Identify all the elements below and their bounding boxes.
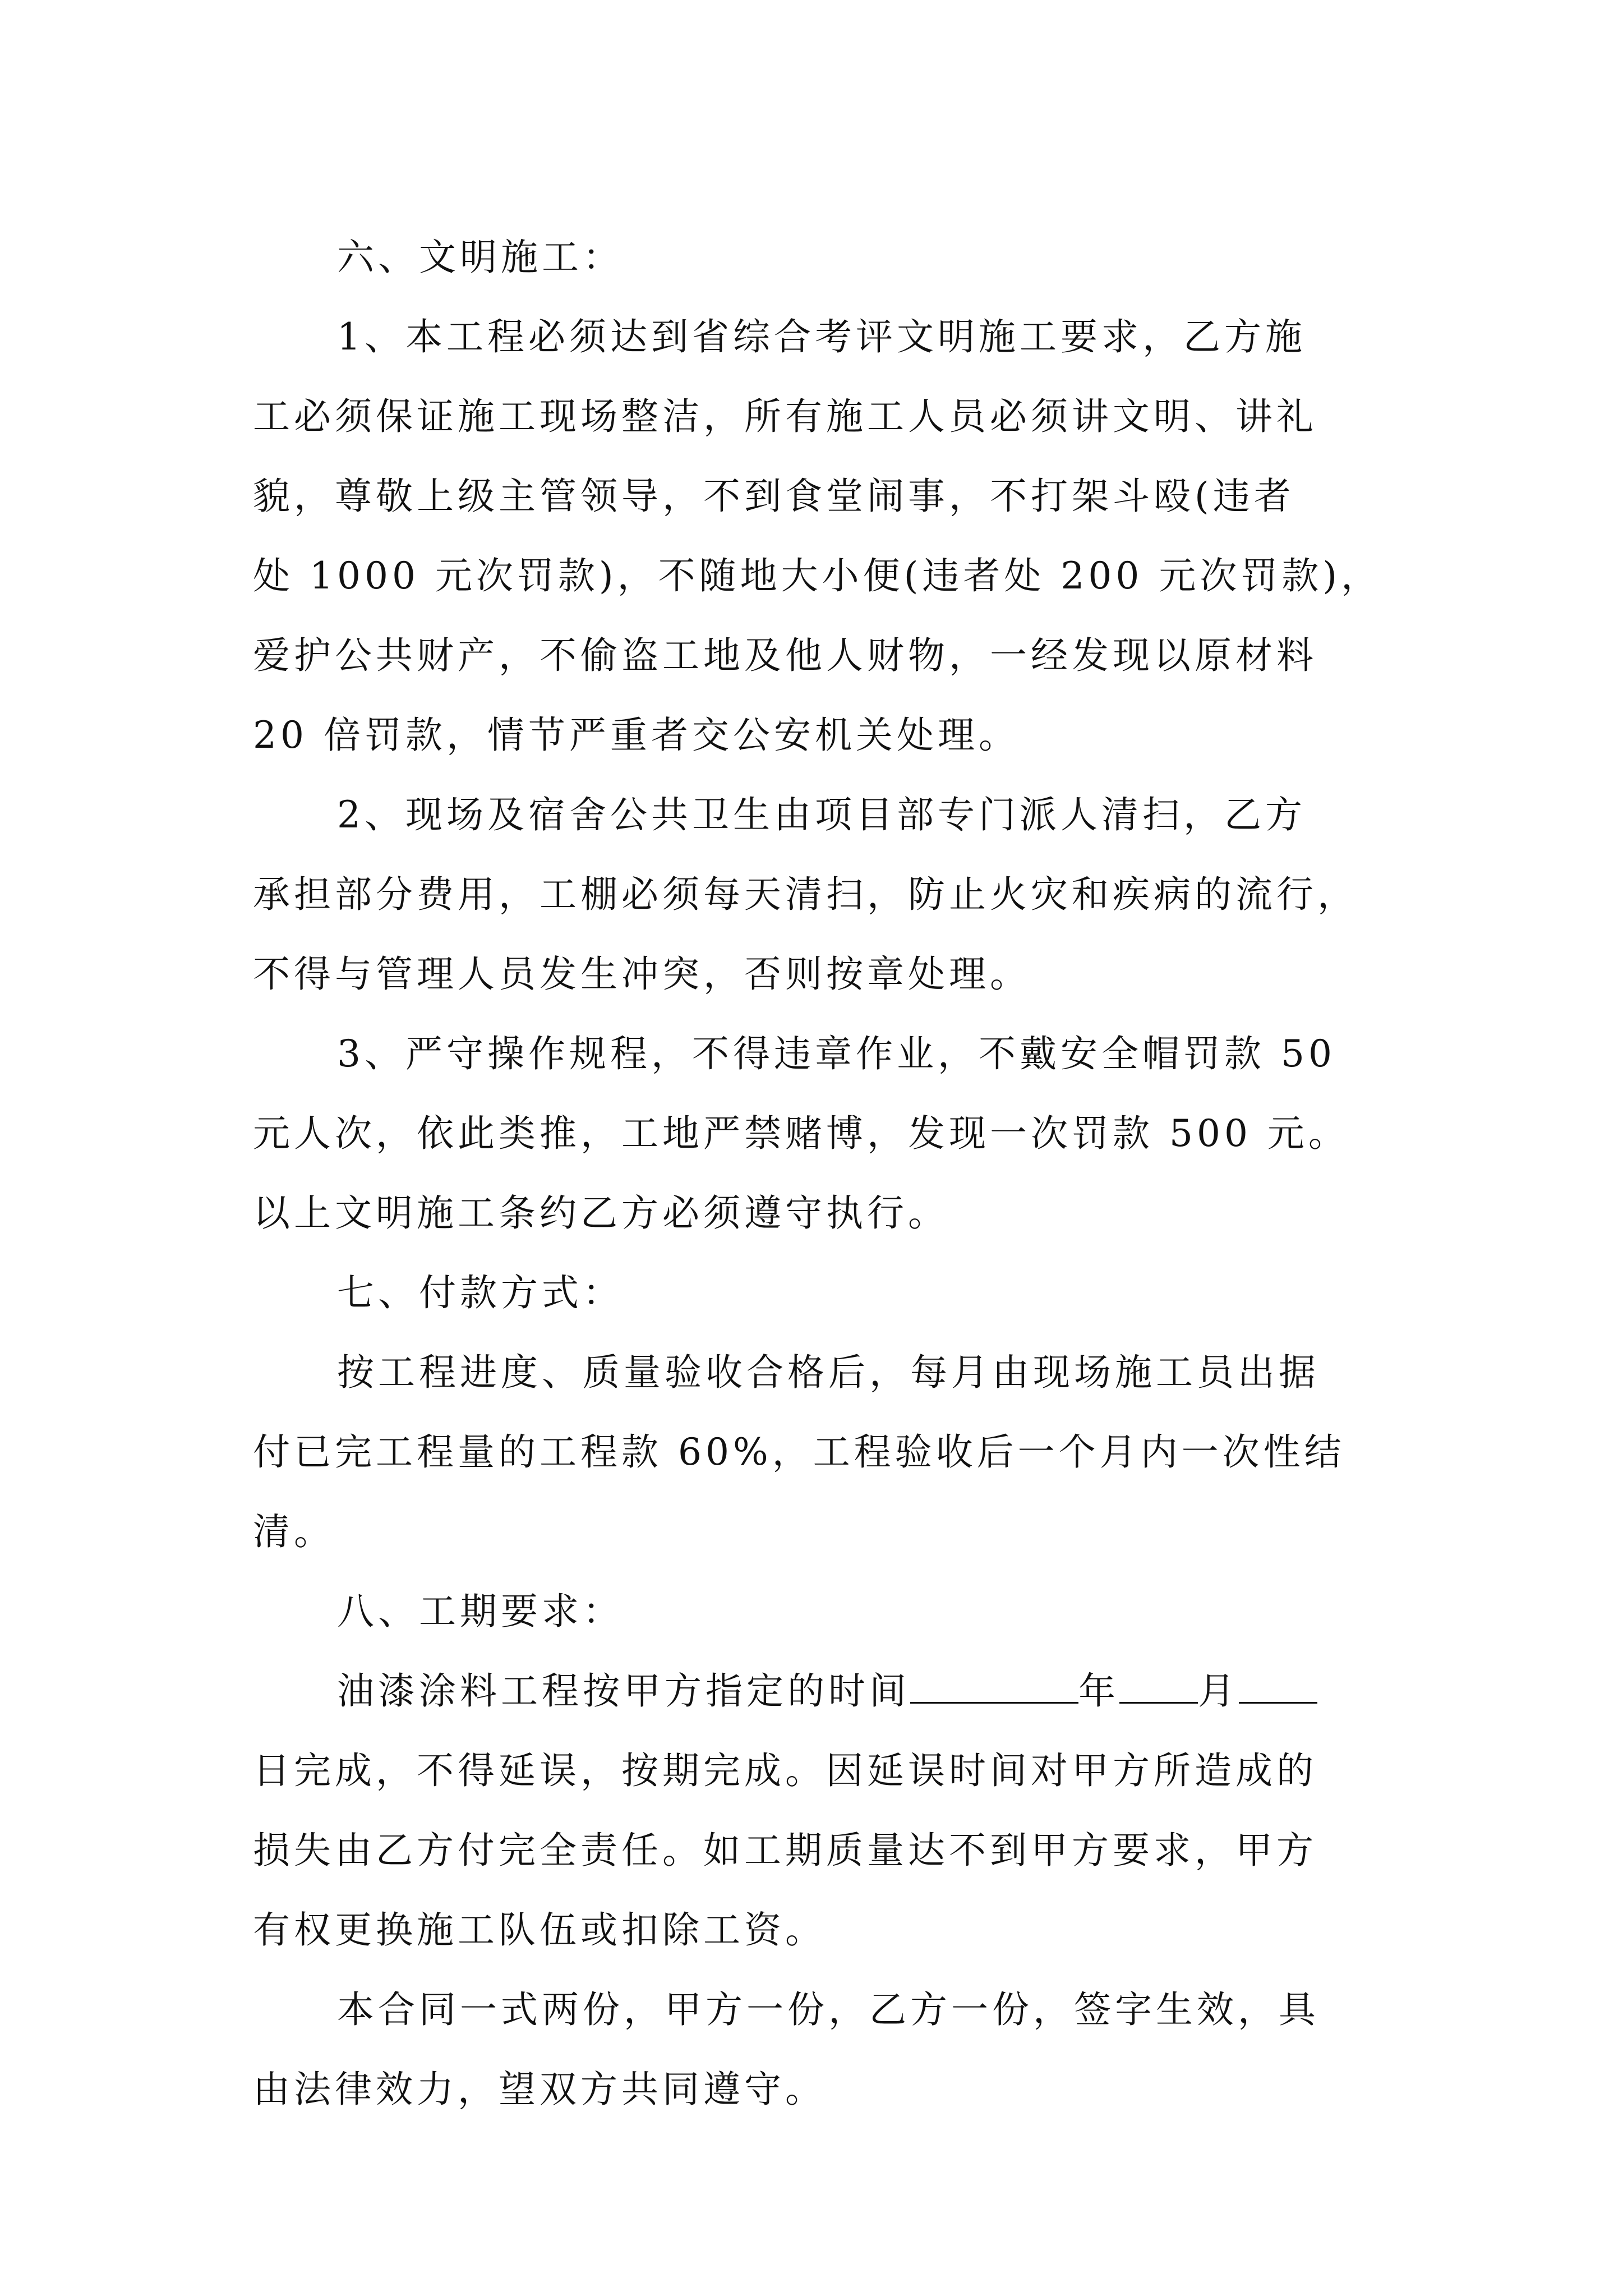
section-heading-civilized-construction: 六、文明施工： bbox=[337, 236, 624, 279]
clause-1-line: 貌，尊敬上级主管领导，不到食堂闹事，不打架斗殴(违者 bbox=[253, 475, 1295, 518]
clause-3-line: 元人次，依此类推，工地严禁赌博，发现一次罚款 500 元。 bbox=[253, 1112, 1349, 1155]
day-blank bbox=[1239, 1669, 1317, 1704]
year-blank bbox=[910, 1669, 1078, 1704]
clause-1-line: 20 倍罚款，情节严重者交公安机关处理。 bbox=[253, 714, 1020, 757]
schedule-paragraph-line: 损失由乙方付完全责任。如工期质量达不到甲方要求，甲方 bbox=[253, 1829, 1317, 1872]
month-blank bbox=[1119, 1669, 1198, 1704]
section-heading-payment-method: 七、付款方式： bbox=[337, 1271, 624, 1314]
clause-1-line: 工必须保证施工现场整洁，所有施工人员必须讲文明、讲礼 bbox=[253, 395, 1317, 438]
clause-1-line: 处 1000 元次罚款)，不随地大小便(违者处 200 元次罚款)， bbox=[253, 554, 1382, 597]
payment-paragraph-line: 清。 bbox=[253, 1510, 335, 1553]
clause-2-line: 承担部分费用，工棚必须每天清扫，防止火灾和疾病的流行， bbox=[253, 873, 1358, 916]
schedule-lead-text: 油漆涂料工程按甲方指定的时间 bbox=[337, 1669, 910, 1713]
schedule-first-line bbox=[253, 1651, 1375, 1731]
month-label: 月 bbox=[1198, 1669, 1239, 1713]
schedule-paragraph-line: 日完成，不得延误，按期完成。因延误时间对甲方所造成的 bbox=[253, 1749, 1317, 1792]
year-label: 年 bbox=[1078, 1669, 1119, 1713]
clause-1-line: 爱护公共财产，不偷盗工地及他人财物，一经发现以原材料 bbox=[253, 634, 1317, 677]
schedule-paragraph-line: 有权更换施工队伍或扣除工资。 bbox=[253, 1908, 826, 1952]
clause-2-line: 2、现场及宿舍公共卫生由项目部专门派人清扫，乙方 bbox=[337, 793, 1306, 836]
clause-1-line: 1、本工程必须达到省综合考评文明施工要求，乙方施 bbox=[337, 315, 1306, 358]
closing-paragraph-line: 由法律效力，望双方共同遵守。 bbox=[253, 2068, 826, 2111]
section-heading-schedule-requirements: 八、工期要求： bbox=[337, 1590, 624, 1633]
clause-3-line: 3、严守操作规程，不得违章作业，不戴安全帽罚款 50 bbox=[337, 1032, 1336, 1075]
contract-text bbox=[253, 218, 1382, 2129]
payment-paragraph-line: 按工程进度、质量验收合格后，每月由现场施工员出据 bbox=[337, 1351, 1320, 1394]
payment-paragraph-line: 付已完工程量的工程款 60%，工程验收后一个月内一次性结 bbox=[253, 1430, 1345, 1474]
closing-paragraph-line: 本合同一式两份，甲方一份，乙方一份，签字生效，具 bbox=[337, 1988, 1320, 2031]
clause-3-line: 以上文明施工条约乙方必须遵守执行。 bbox=[253, 1191, 949, 1235]
clause-2-line: 不得与管理人员发生冲突，否则按章处理。 bbox=[253, 953, 1031, 996]
